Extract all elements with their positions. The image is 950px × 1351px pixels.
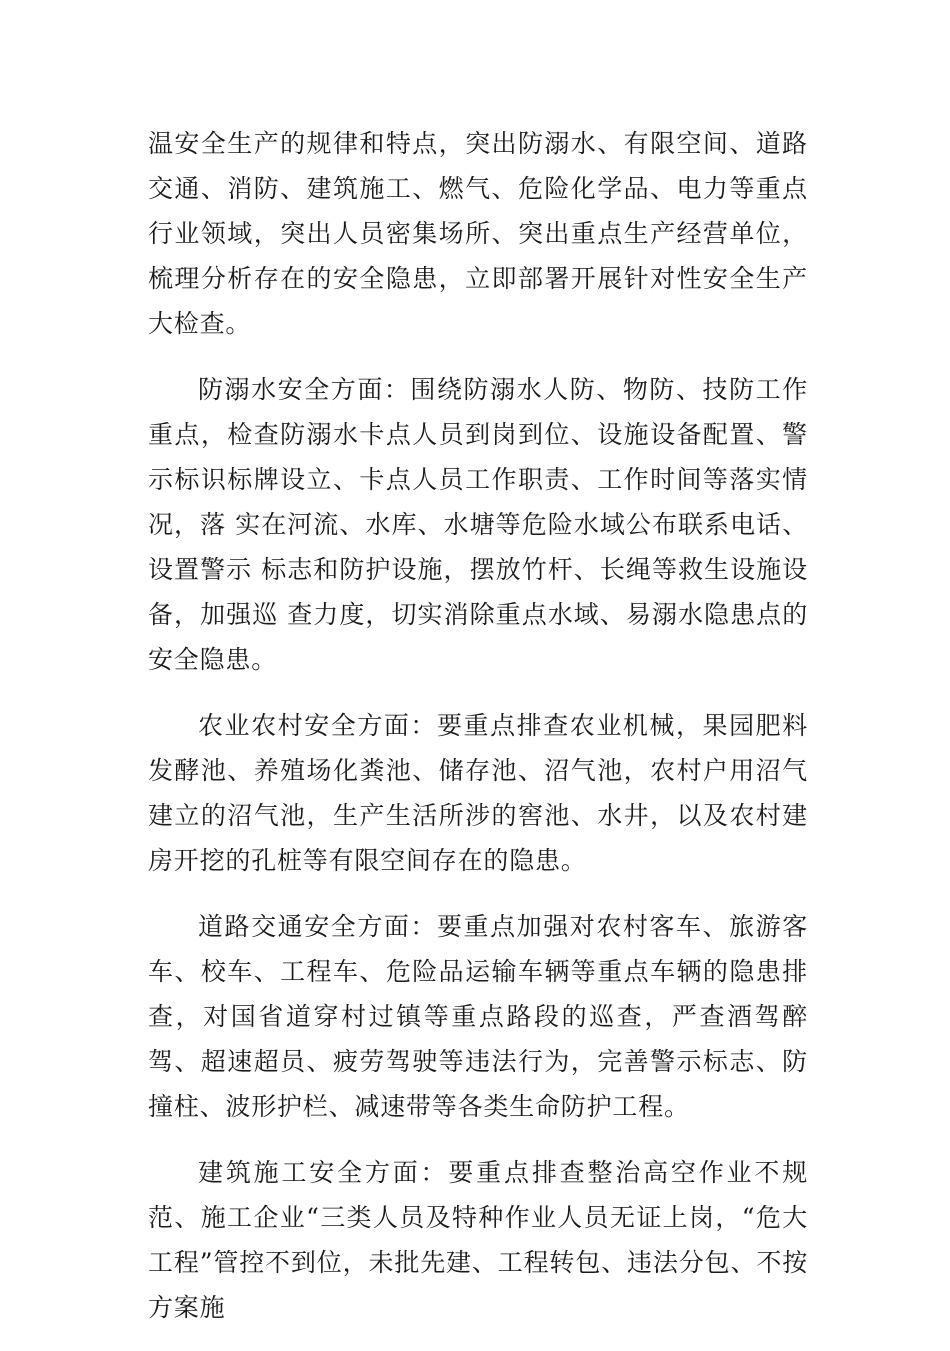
paragraph-agriculture-rural: 农业农村安全方面：要重点排查农业机械，果园肥料发酵池、养殖场化粪池、储存池、沼气池，农村户用沼气建立的沼气池，生产生活所涉的窖池、水井，以及农村建房开挖的孔桩等有限空间存在的隐患。 [148, 711, 808, 875]
paragraph-road-traffic: 道路交通安全方面：要重点加强对农村客车、旅游客车、校车、工程车、危险品运输车辆等重点车辆的隐患排查，对国省道穿村过镇等重点路段的巡查，严查酒驾醉驾、超速超员、疲劳驾驶等违法行为，完善警示标志、防撞柱、波形护栏、减速带等各类生命防护工程。 [148, 912, 808, 1121]
paragraph-drowning-prevention: 防溺水安全方面：围绕防溺水人防、物防、技防工作重点，检查防溺水卡点人员到岗到位、设施设备配置、警示标识标牌设立、卡点人员工作职责、工作时间等落实情况，落 实在河流、水库、水塘等危险水域公布联系电话、设置警示 标志和防护设施，摆放竹杆、长绳等救生设施设备，加强巡 查力度，切实消除重点水域、易溺水隐患点的安全隐患。 [148, 375, 808, 674]
paragraph-intro-continuation: 温安全生产的规律和特点，突出防溺水、有限空间、道路交通、消防、建筑施工、燃气、危险化学品、电力等重点行业领域，突出人员密集场所、突出重点生产经营单位，梳理分析存在的安全隐患，立即部署开展针对性安全生产大检查。 [148, 129, 808, 338]
paragraph-construction: 建筑施工安全方面：要重点排查整治高空作业不规范、施工企业“三类人员及特种作业人员无证上岗，“危大工程”管控不到位，未批先建、工程转包、违法分包、不按方案施 [148, 1158, 808, 1322]
document-body [148, 121, 808, 1351]
